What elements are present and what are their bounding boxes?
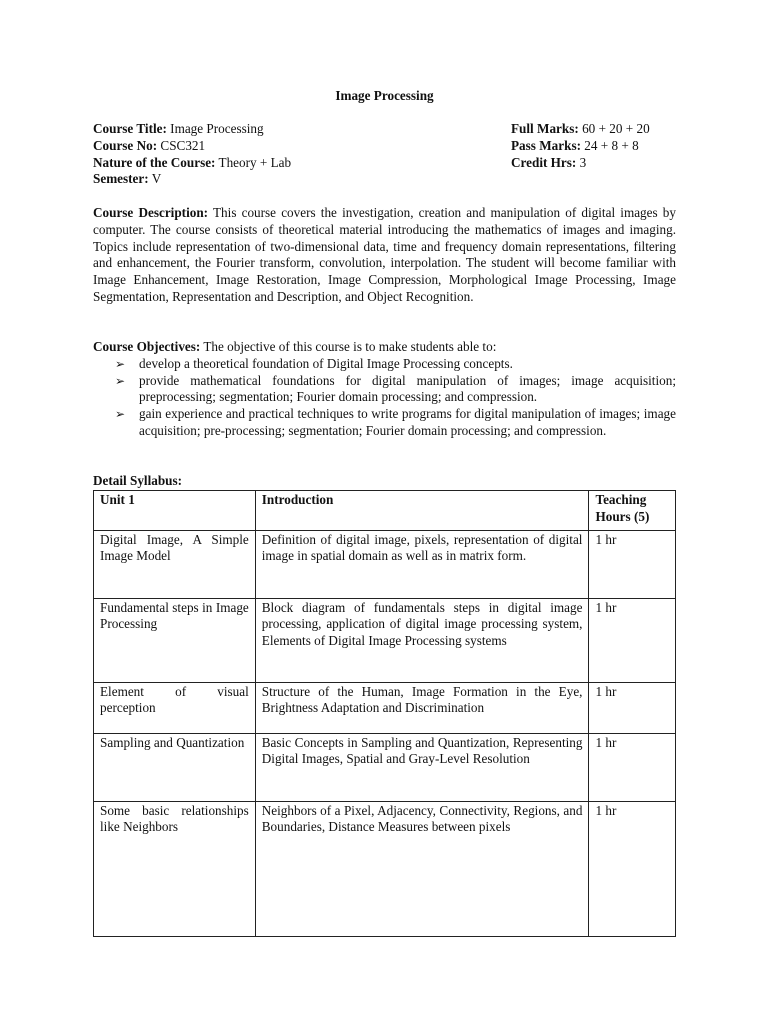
objectives-list	[93, 356, 676, 440]
arrow-bullet-icon: ➢	[115, 373, 126, 388]
table-row	[94, 733, 676, 801]
course-info	[93, 121, 676, 188]
course-description-text: This course covers the investigation, creation and manipulation of digital images by computer. The course consists of theoretical material introducing the mathematics of images and imaging. Topics include representation of two-dimensional data, time and frequency domain representations, filtering and enhancement, the Fourier transform, convolution, interpolation. The student will become familiar with Image Enhancement, Image Restoration, Image Compression, Morphological Image Processing, Image Segmentation, Representation and Description, and Object Recognition.	[93, 205, 676, 304]
topic-cell: Basic Concepts in Sampling and Quantization, Representing Digital Images, Spatial and Gray-Level Resolution	[255, 733, 589, 801]
course-objectives-label: Course Objectives:	[93, 339, 201, 354]
semester-label: Semester:	[93, 171, 149, 187]
objective-item	[93, 356, 676, 373]
arrow-bullet-icon: ➢	[115, 407, 126, 422]
syllabus-table	[93, 490, 676, 937]
pass-marks-field	[511, 138, 639, 155]
table-row	[94, 530, 676, 598]
topic-cell: Definition of digital image, pixels, representation of digital image in spatial domain as well as in matrix form.	[255, 530, 589, 598]
table-row	[94, 682, 676, 733]
course-description-paragraph	[93, 205, 676, 306]
objective-item	[93, 373, 676, 407]
objective-text: develop a theoretical foundation of Digital Image Processing concepts.	[139, 355, 513, 371]
unit-cell: Fundamental steps in Image Processing	[94, 598, 256, 682]
objective-text: gain experience and practical techniques to write programs for digital manipulation of images; image acquisition; pre-processing; segmentation; Fourier domain processing; and compression.	[139, 406, 676, 438]
full-marks-field	[511, 121, 650, 138]
course-info-row	[93, 155, 676, 172]
unit-cell: Sampling and Quantization	[94, 733, 256, 801]
credit-hours-value: 3	[579, 154, 587, 170]
course-title-label: Course Title:	[93, 121, 167, 136]
credit-hours-label: Credit Hrs:	[511, 154, 577, 170]
hours-cell: 1 hr	[589, 801, 676, 936]
course-no-value: CSC321	[160, 137, 206, 153]
table-row	[94, 598, 676, 682]
hours-cell: 1 hr	[589, 682, 676, 733]
course-description	[93, 205, 676, 306]
hours-cell: 1 hr	[589, 598, 676, 682]
course-description-label: Course Description:	[93, 205, 209, 220]
full-marks-value: 60 + 20 + 20	[582, 121, 650, 136]
full-marks-label: Full Marks:	[511, 121, 579, 136]
table-row	[94, 801, 676, 936]
course-no-field	[93, 138, 205, 155]
nature-label: Nature of the Course:	[93, 154, 216, 170]
nature-value: Theory + Lab	[218, 154, 292, 170]
semester-field	[93, 171, 161, 188]
course-title-value: Image Processing	[170, 121, 264, 136]
header-topic: Introduction	[255, 491, 589, 531]
hours-cell: 1 hr	[589, 530, 676, 598]
course-objectives-heading	[93, 339, 676, 356]
course-no-label: Course No:	[93, 137, 158, 153]
table-header-row	[94, 491, 676, 531]
pass-marks-value: 24 + 8 + 8	[584, 137, 639, 153]
detail-syllabus-label: Detail Syllabus:	[93, 473, 183, 488]
header-hours: Teaching Hours (5)	[589, 491, 676, 531]
course-objectives	[93, 339, 676, 440]
course-info-row	[93, 121, 676, 138]
unit-cell: Digital Image, A Simple Image Model	[94, 530, 256, 598]
arrow-bullet-icon: ➢	[115, 356, 126, 371]
objective-item	[93, 406, 676, 440]
nature-field	[93, 155, 291, 172]
course-objectives-intro: The objective of this course is to make students able to:	[203, 339, 497, 354]
semester-value: V	[151, 171, 162, 187]
pass-marks-label: Pass Marks:	[511, 137, 581, 153]
unit-cell: Element of visual perception	[94, 682, 256, 733]
credit-hours-field	[511, 155, 586, 172]
topic-cell: Block diagram of fundamentals steps in digital image processing, application of digital image processing system, Elements of Digital Image Processing systems	[255, 598, 589, 682]
course-info-row	[93, 138, 676, 155]
objective-text: provide mathematical foundations for digital manipulation of images; image acquisition; preprocessing; segmentation; Fourier domain processing; and compression.	[139, 372, 676, 405]
unit-cell: Some basic relationships like Neighbors	[94, 801, 256, 936]
course-title-field	[93, 121, 264, 138]
course-info-row	[93, 171, 676, 188]
document-title: Image Processing	[335, 88, 434, 103]
topic-cell: Neighbors of a Pixel, Adjacency, Connectivity, Regions, and Boundaries, Distance Measures between pixels	[255, 801, 589, 936]
topic-cell: Structure of the Human, Image Formation in the Eye, Brightness Adaptation and Discrimination	[255, 682, 589, 733]
header-unit: Unit 1	[94, 491, 256, 531]
hours-cell: 1 hr	[589, 733, 676, 801]
